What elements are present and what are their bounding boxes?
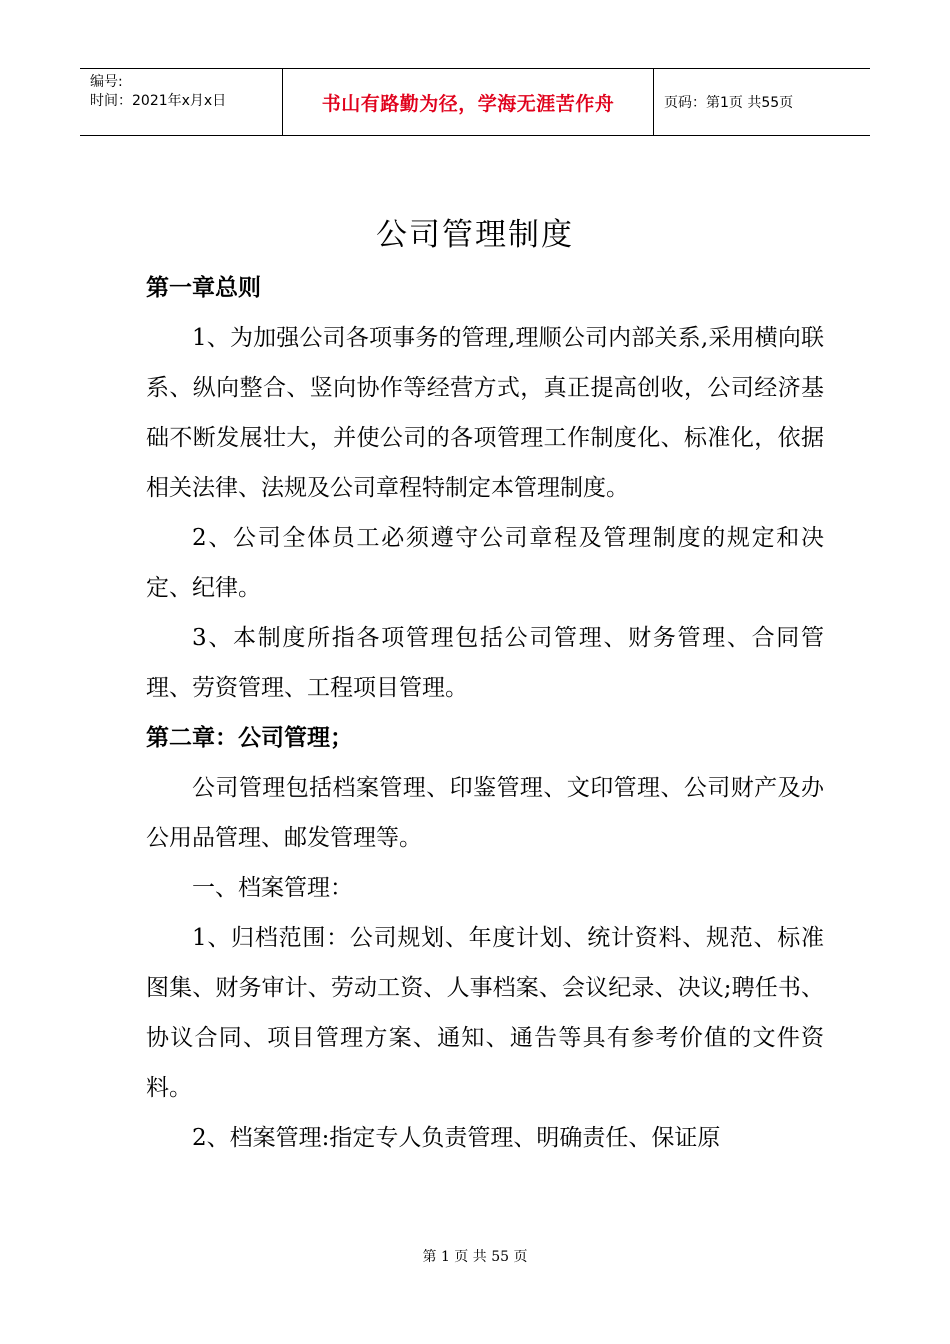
body-paragraph: 1、为加强公司各项事务的管理,理顺公司内部关系,采用横向联系、纵向整合、竖向协作等经营方式，真正提高创收，公司经济基础不断发展壮大，并使公司的各项管理工作制度化、标准化，依据相关法律、法规及公司章程特制定本管理制度。: [146, 325, 824, 501]
chapter-heading: 第二章：公司管理；: [146, 725, 353, 751]
header-motto: 书山有路勤为径，学海无涯苦作舟: [282, 69, 654, 135]
body-paragraph: 3、本制度所指各项管理包括公司管理、财务管理、合同管理、劳资管理、工程项目管理。: [146, 625, 824, 701]
page-header: [80, 68, 870, 136]
document-body: [146, 263, 824, 1163]
document-number-label: 编号:: [90, 74, 123, 90]
page-footer: 第 1 页 共 55 页: [422, 1249, 528, 1265]
body-paragraph: 2、公司全体员工必须遵守公司章程及管理制度的规定和决定、纪律。: [146, 525, 824, 601]
body-paragraph: 公司管理包括档案管理、印鉴管理、文印管理、公司财产及办公用品管理、邮发管理等。: [146, 775, 824, 851]
header-page-info: 页码：第1页 共55页: [664, 95, 794, 111]
body-paragraph: 2、档案管理:指定专人负责管理、明确责任、保证原: [192, 1125, 721, 1151]
header-meta: [80, 69, 282, 135]
document-date: 时间：2021年x月x日: [90, 93, 227, 109]
body-paragraph: 一、档案管理：: [192, 875, 353, 901]
body-paragraph: 1、归档范围：公司规划、年度计划、统计资料、规范、标准图集、财务审计、劳动工资、人事档案、会议纪录、决议;聘任书、协议合同、项目管理方案、通知、通告等具有参考价值的文件资料。: [146, 925, 824, 1101]
document-title: 公司管理制度: [376, 217, 574, 253]
chapter-heading: 第一章总则: [146, 275, 261, 301]
